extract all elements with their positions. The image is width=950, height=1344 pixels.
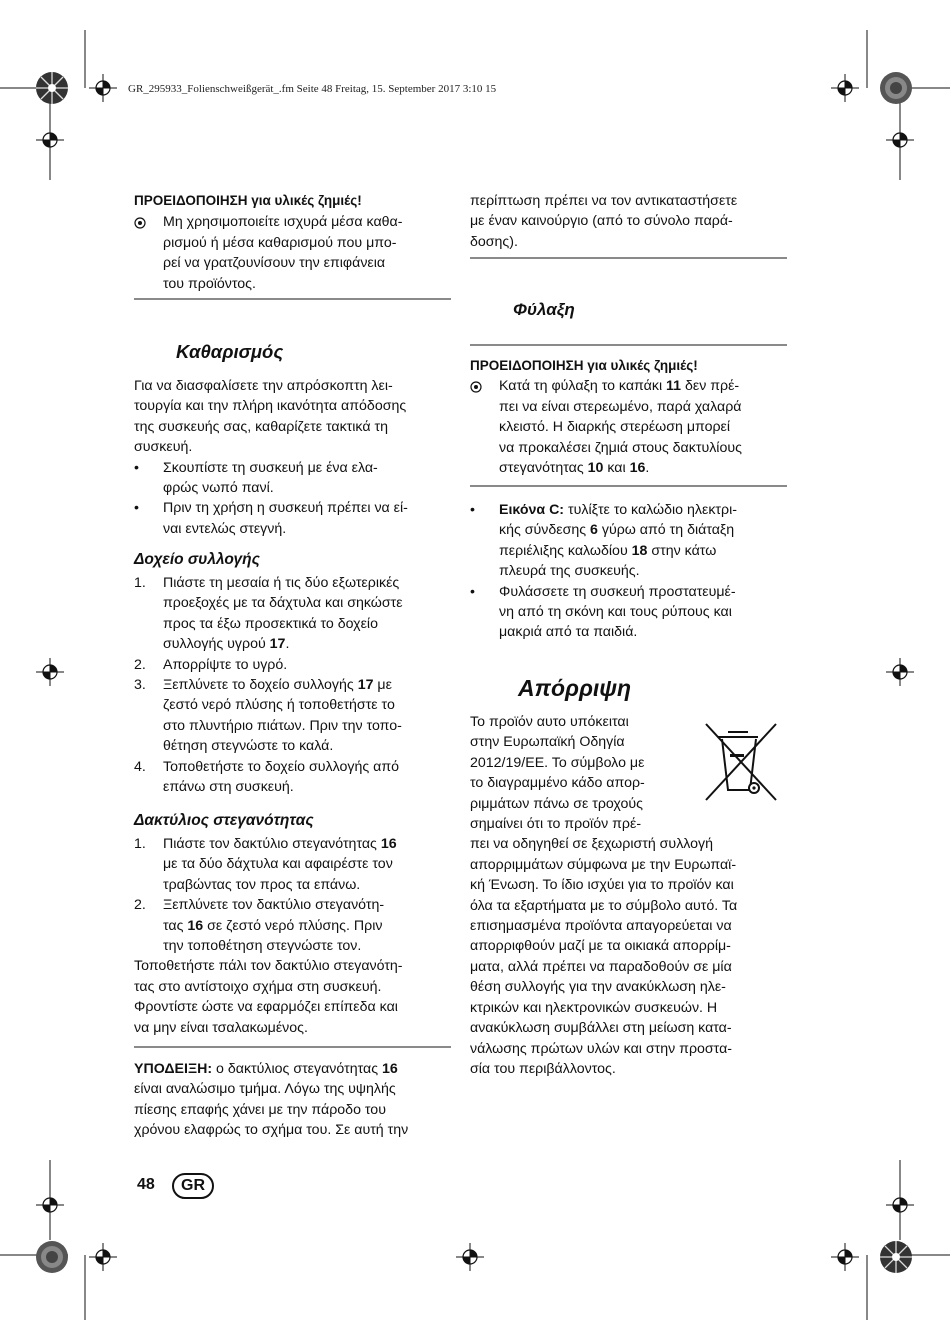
- text-run: και: [603, 460, 630, 477]
- text-line: να μην είναι τσαλακωμένος.: [134, 1019, 308, 1036]
- text-line: στην Ευρωπαϊκή Οδηγία: [470, 734, 625, 751]
- text-line: χρόνου ελαφρώς το σχήμα του. Σε αυτή την: [134, 1122, 409, 1139]
- bullet-item: [470, 500, 788, 582]
- text-line: μακριά από τα παιδιά.: [499, 624, 638, 641]
- section-heading-cleaning: Καθαρισμός: [176, 341, 284, 362]
- part-ref: 17: [357, 677, 374, 694]
- text-line: [163, 634, 452, 654]
- text-line: επάνω στη συσκευή.: [163, 779, 294, 796]
- text-line: τραβώντας τον προς τα επάνω.: [163, 876, 361, 893]
- circled-dot-icon: [134, 215, 146, 235]
- registration-mark-icon: [885, 657, 915, 687]
- part-ref: 11: [666, 378, 682, 395]
- text-line: ματα, αλλά πρέπει να παραδοθούν σε μία: [470, 958, 732, 975]
- text-run: συλλογής υγρού: [163, 636, 270, 653]
- color-wheel-icon: [879, 1240, 913, 1274]
- country-code: GR: [172, 1173, 214, 1199]
- registration-mark-icon: [885, 1190, 915, 1220]
- text-line: Πριν τη χρήση η συσκευή πρέπει να εί-: [163, 500, 408, 517]
- text-line: Τοποθετήστε πάλι τον δακτύλιο στεγανότη-: [134, 958, 403, 975]
- text-line: θέτηση στεγνώστε το καλά.: [163, 738, 334, 755]
- divider: [470, 257, 787, 259]
- step-number: 1.: [134, 575, 146, 591]
- registration-mark-icon: [35, 125, 65, 155]
- part-ref: 16: [380, 836, 397, 852]
- registration-mark-icon: [35, 1190, 65, 1220]
- bullet-item: [134, 498, 452, 539]
- text-line: τας στο αντίστοιχο σχήμα στη συσκευή.: [134, 978, 382, 995]
- text-line: προς τα έξω προσεκτικά το δοχείο: [163, 615, 378, 632]
- text-run: .: [285, 636, 290, 653]
- step-number: 2.: [134, 656, 146, 673]
- cleaning-section: [134, 376, 452, 539]
- file-header: GR_295933_Folienschweißgerät_.fm Seite 48 Freitag, 15. September 2017 3:10 15: [128, 83, 497, 95]
- bullet-icon: •: [470, 502, 475, 518]
- text-line: Φροντίστε ώστε να εφαρμόζει επίπεδα και: [134, 999, 398, 1016]
- text-line: [163, 916, 452, 936]
- divider: [470, 344, 787, 346]
- text-line: κτρικών και ηλεκτρονικών συσκευών. Η: [470, 999, 718, 1016]
- warning-item: [134, 212, 452, 294]
- part-ref: 16: [381, 1061, 398, 1077]
- text-line: όλα τα εξαρτήματα με το σύμβολο αυτό. Τα: [470, 897, 738, 914]
- warning-item: [470, 376, 788, 478]
- text-line: Το προϊόν αυτο υπόκειται: [470, 714, 629, 730]
- text-run: δεν πρέ-: [681, 378, 740, 395]
- text-line: [163, 675, 452, 695]
- text-line: Σκουπίστε τη συσκευή με ένα ελα-: [163, 459, 378, 476]
- bullet-item: [470, 582, 788, 643]
- text-line: πίεσης επαφής χάνει με την πάροδο του: [134, 1101, 386, 1118]
- text-line: συσκευή.: [134, 439, 193, 456]
- color-wheel-icon: [35, 71, 69, 105]
- note-label: ΥΠΟΔΕΙΞΗ:: [134, 1061, 213, 1077]
- text-line: νάλωσης πρώτων υλών και στην προστα-: [470, 1040, 733, 1057]
- text-run: στεγανότητας: [499, 460, 588, 477]
- text-run: γύρω από τη διάταξη: [597, 522, 735, 539]
- bullet-icon: •: [134, 459, 139, 476]
- warning-title: ΠΡΟΕΙΔΟΠΟΙΗΣΗ για υλικές ζημιές!: [134, 193, 362, 208]
- text-run: Πιάστε τον δακτύλιο στεγανότητας: [163, 836, 381, 852]
- text-line: [499, 520, 788, 540]
- bullet-icon: •: [470, 583, 475, 600]
- figure-ref: Εικόνα C:: [499, 502, 565, 518]
- step-number: 3.: [134, 677, 146, 694]
- country-badge: [172, 1173, 214, 1199]
- text-line: [499, 500, 788, 520]
- subheading-collector: Δοχείο συλλογής: [134, 551, 260, 568]
- text-line: δοσης).: [470, 233, 518, 250]
- text-line: Πιάστε τη μεσαία ή τις δύο εξωτερικές: [163, 575, 400, 591]
- registration-mark-icon: [830, 1242, 860, 1272]
- text-line: ζεστό νερό πλύσης ή τοποθετήστε το: [163, 697, 395, 714]
- text-line: Απορρίψτε το υγρό.: [163, 656, 288, 673]
- text-line: κλειστό. Η διαρκής στερέωση μπορεί: [499, 419, 731, 436]
- page-number: 48: [137, 1176, 155, 1193]
- subheading-seal: Δακτύλιος στεγανότητας: [134, 812, 314, 829]
- text-line: [163, 834, 452, 854]
- text-run: κής σύνδεσης: [499, 522, 591, 539]
- text-run: περιέλιξης καλωδίου: [499, 542, 632, 559]
- text-line: επισημασμένα προϊόντα απαγορεύεται να: [470, 918, 732, 935]
- text-line: [499, 376, 788, 396]
- text-run: ο δακτύλιος στεγανότητας: [212, 1061, 382, 1077]
- part-ref: 16: [629, 460, 646, 477]
- step-item: [134, 895, 452, 956]
- text-line: Ξεπλύνετε τον δακτύλιο στεγανότη-: [163, 897, 385, 914]
- part-ref: 17: [269, 636, 286, 653]
- text-line: στο πλυντήριο πιάτων. Πριν την τοπο-: [163, 717, 402, 734]
- text-line: του προϊόντος.: [163, 275, 256, 292]
- text-line: απορριμμάτων σύμφωνα με την Ευρωπαϊ-: [470, 856, 737, 873]
- text-line: κή Ένωση. Το ίδιο ισχύει για το προϊόν και: [470, 877, 734, 894]
- crossed-out-wheelie-bin-icon: [698, 720, 782, 804]
- step-item: [134, 655, 452, 675]
- divider: [134, 1046, 451, 1048]
- text-run: σε ζεστό νερό πλύσης. Πριν: [203, 917, 383, 934]
- storage-bullets: [470, 500, 788, 643]
- text-line: πλευρά της συσκευής.: [499, 563, 640, 580]
- text-line: σημαίνει ότι το προϊόν πρέ-: [470, 816, 642, 833]
- warning-title: ΠΡΟΕΙΔΟΠΟΙΗΣΗ για υλικές ζημιές!: [470, 358, 698, 373]
- section-heading-storage: Φύλαξη: [513, 300, 575, 319]
- part-ref: 16: [187, 917, 204, 934]
- step-number: 2.: [134, 897, 146, 914]
- text-line: πει να είναι στερεωμένο, παρά χαλαρά: [499, 398, 742, 415]
- text-line: με τα δύο δάχτυλα και αφαιρέστε τον: [163, 856, 393, 873]
- text-line: τουργία και την πλήρη ικανότητα απόδοσης: [134, 398, 407, 415]
- divider: [470, 485, 787, 487]
- text-line: την τοποθέτηση στεγνώστε τον.: [163, 938, 362, 955]
- note-section: [134, 1059, 452, 1141]
- step-number: 4.: [134, 758, 146, 775]
- text-line: πει να οδηγηθεί σε ξεχωριστή συλλογή: [470, 836, 714, 853]
- text-run: τας: [163, 917, 188, 934]
- registration-mark-icon: [88, 1242, 118, 1272]
- text-line: 2012/19/ΕΕ. Το σύμβολο με: [470, 754, 645, 771]
- step-number: 1.: [134, 836, 146, 852]
- text-line: ρεί να γρατζουνίσουν την επιφάνεια: [163, 255, 386, 272]
- text-run: Ξεπλύνετε το δοχείο συλλογής: [163, 677, 358, 694]
- registration-mark-icon: [455, 1242, 485, 1272]
- step-item: [134, 675, 452, 757]
- text-line: [134, 1059, 452, 1079]
- text-line: με έναν καινούργιο (από το σύνολο παρά-: [470, 213, 733, 230]
- text-line: απορριφθούν μαζί με τα οικιακά απορρίμ-: [470, 938, 731, 955]
- text-run: στην κάτω: [647, 542, 717, 559]
- seal-section: [134, 834, 452, 1038]
- step-item: [134, 573, 452, 655]
- text-line: σία του περιβάλλοντος.: [470, 1060, 616, 1077]
- text-line: ριμμάτων πάνω σε τροχούς: [470, 795, 643, 812]
- registration-mark-icon: [35, 657, 65, 687]
- text-line: Τοποθετήστε το δοχείο συλλογής από: [163, 758, 400, 775]
- divider: [134, 298, 451, 300]
- text-line: της συσκευής σας, καθαρίζετε τακτικά τη: [134, 418, 388, 435]
- text-line: το διαγραμμένο κάδο απορ-: [470, 775, 645, 792]
- text-line: περίπτωση πρέπει να τον αντικαταστήσετε: [470, 193, 738, 209]
- text-line: φρώς νωπό πανί.: [163, 480, 274, 497]
- left-column: [134, 191, 452, 294]
- text-line: ανακύκλωση συμβάλλει στη μείωση κατα-: [470, 1020, 732, 1037]
- registration-mark-icon: [88, 73, 118, 103]
- section-heading-disposal: Απόρριψη: [518, 675, 632, 701]
- circled-dot-icon: [470, 379, 482, 399]
- text-run: με: [373, 677, 392, 694]
- part-ref: 6: [590, 522, 598, 539]
- part-ref: 18: [631, 542, 648, 559]
- text-line: [499, 541, 788, 561]
- text-line: Φυλάσσετε τη συσκευή προστατευμέ-: [499, 583, 736, 600]
- color-wheel-icon: [879, 71, 913, 105]
- bullet-item: [134, 458, 452, 499]
- text-run: Κατά τη φύλαξη το καπάκι: [499, 378, 667, 395]
- text-line: νη από τη σκόνη και τους ρύπους και: [499, 604, 732, 621]
- text-line: θέση συλλογής για την ανακύκλωση ηλε-: [470, 979, 726, 996]
- text-line: Μη χρησιμοποιείτε ισχυρά μέσα καθα-: [163, 214, 403, 231]
- storage-warning: [470, 356, 788, 478]
- step-item: [134, 834, 452, 895]
- text-line: [499, 458, 788, 478]
- text-run: τυλίξτε το καλώδιο ηλεκτρι-: [564, 502, 737, 518]
- text-line: να προκαλέσει ζημιά στους δακτυλίους: [499, 439, 742, 456]
- collector-steps: [134, 573, 452, 797]
- step-item: [134, 757, 452, 798]
- text-line: προεξοχές με τα δάχτυλα και σηκώστε: [163, 595, 403, 612]
- text-line: ναι εντελώς στεγνή.: [163, 520, 287, 537]
- text-run: .: [645, 460, 650, 477]
- text-line: ρισμού ή μέσα καθαρισμού που μπο-: [163, 234, 397, 251]
- registration-mark-icon: [885, 125, 915, 155]
- part-ref: 10: [587, 460, 604, 477]
- color-wheel-icon: [35, 1240, 69, 1274]
- note-continuation: [470, 191, 788, 252]
- text-line: Για να διασφαλίσετε την απρόσκοπτη λει-: [134, 378, 393, 394]
- bullet-icon: •: [134, 500, 139, 517]
- registration-mark-icon: [830, 73, 860, 103]
- text-line: είναι αναλώσιμο τμήμα. Λόγω της υψηλής: [134, 1081, 396, 1098]
